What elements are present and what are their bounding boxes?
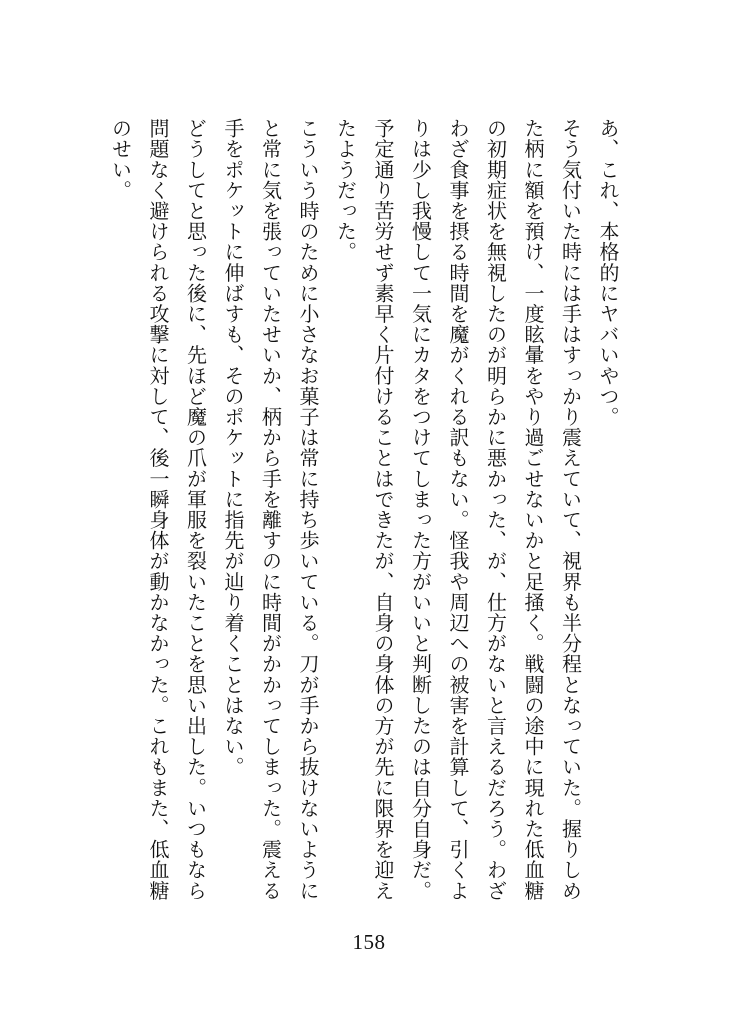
page-number: 158 bbox=[352, 930, 386, 954]
paragraph-1: あ、これ、本格的にヤバいやつ。 bbox=[596, 118, 620, 427]
paragraph-3: こういう時のために小さなお菓子は常に持ち歩いている。刀が手から抜けないようにと常に気を張っていたせいか、柄から手を離すのに時間がかかってしまった。震える手をポケットに伸ばすも、そのポケットに指先が辿り着くことはない。 bbox=[221, 118, 320, 901]
paragraph-4: どうしてと思った後に、先ほど魔の爪が軍服を裂いたことを思い出した。いつもなら問題なく避けられる攻撃に対して、後一瞬身体が動かなかった。これもまた、低血糖のせい。 bbox=[108, 118, 208, 901]
vertical-body-text bbox=[101, 118, 626, 908]
paragraph-2: そう気付いた時には手はすっかり震えていて、視界も半分程となっていた。握りしめた柄に額を預け、一度眩暈をやり過ごせないかと足掻く。戦闘の途中に現れた低血糖の初期症状を無視したのが明らかに悪かった、が、仕方がないと言えるだろう。わざわざ食事を摂る時間を魔がくれる訳もない。怪我や周辺への被害を計算して、引くよりは少し我慢して一気にカタをつけてしまった方がいいと判断したのは自分自身だ。予定通り苦労せず素早く片付けることはできたが、自身の身体の方が先に限界を迎えたようだった。 bbox=[333, 118, 583, 901]
